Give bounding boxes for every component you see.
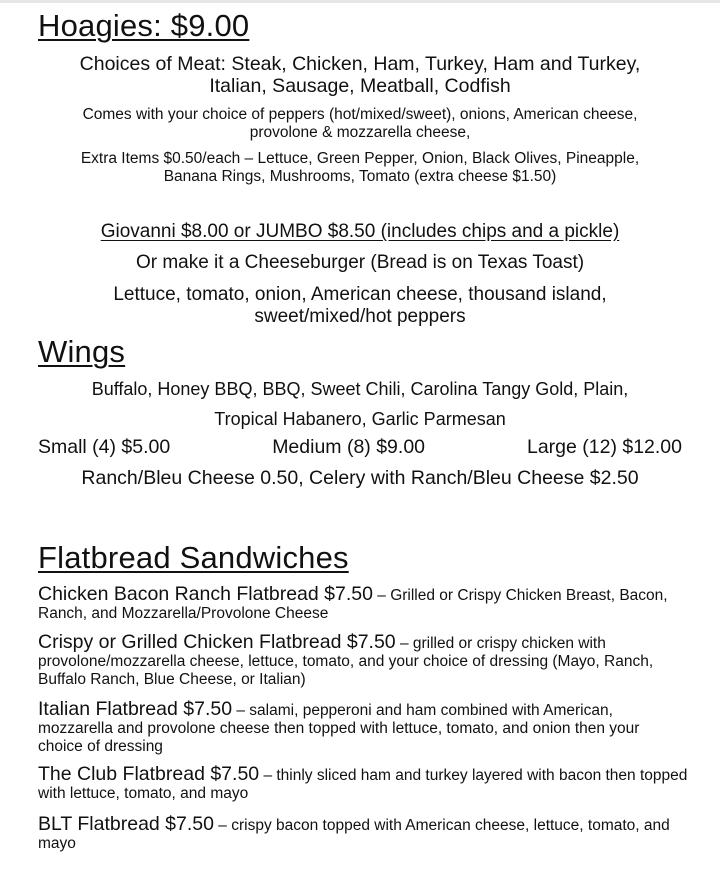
hoagies-meats-line2: Italian, Sausage, Meatball, Codfish xyxy=(209,75,511,97)
flatbread-item: BLT Flatbread $7.50 – crispy bacon topped with American cheese, lettuce, tomato, and mayo xyxy=(38,813,670,852)
wings-large: Large (12) $12.00 xyxy=(526,436,682,458)
toppings-line1: Lettuce, tomato, onion, American cheese, thousand island, xyxy=(113,284,607,305)
flatbread-item-title: Chicken Bacon Ranch Flatbread $7.50 xyxy=(38,583,373,605)
flatbread-item-desc: crispy bacon topped with American cheese, lettuce, tomato, and mayo xyxy=(38,817,670,852)
flatbread-item: Italian Flatbread $7.50 – salami, pepperoni and ham combined with American, mozzarella and provolone cheese then topped with lettuce, tomato, and onion then your choice of dressing xyxy=(38,698,640,755)
flatbread-item: Chicken Bacon Ranch Flatbread $7.50 – Grilled or Crispy Chicken Breast, Bacon, Ranch, and Mozzarella/Provolone Cheese xyxy=(38,583,668,622)
hoagies-meats-line1: Choices of Meat: Steak, Chicken, Ham, Turkey, Ham and Turkey, xyxy=(79,53,641,75)
wings-flavors-line2: Tropical Habanero, Garlic Parmesan xyxy=(214,409,506,429)
wings-medium: Medium (8) $9.00 xyxy=(272,436,426,458)
hoagies-heading: Hoagies: $9.00 xyxy=(38,8,250,43)
flatbread-item: The Club Flatbread $7.50 – thinly sliced ham and turkey layered with bacon then topped with lettuce, tomato, and mayo xyxy=(38,763,688,802)
giovanni-line: Giovanni $8.00 or JUMBO $8.50 (includes chips and a pickle) xyxy=(100,221,620,242)
hoagies-extras-line2: Banana Rings, Mushrooms, Tomato (extra cheese $1.50) xyxy=(163,168,557,185)
flatbread-item-desc: Grilled or Crispy Chicken Breast, Bacon, Ranch, and Mozzarella/Provolone Cheese xyxy=(38,587,668,622)
flatbread-item-desc: thinly sliced ham and turkey layered with bacon then topped with lettuce, tomato, and mayo xyxy=(38,767,688,802)
wings-extras: Ranch/Bleu Cheese 0.50, Celery with Ranch/Bleu Cheese $2.50 xyxy=(81,467,639,489)
flatbread-item-title: Italian Flatbread $7.50 xyxy=(38,698,233,720)
wings-heading: Wings xyxy=(38,334,126,369)
toppings-line2: sweet/mixed/hot peppers xyxy=(254,306,466,327)
flatbread-item-title: Crispy or Grilled Chicken Flatbread $7.50 xyxy=(38,631,396,653)
flatbread-item-title: BLT Flatbread $7.50 xyxy=(38,813,214,835)
flatbread-item: Crispy or Grilled Chicken Flatbread $7.50 – grilled or crispy chicken with provolone/mozzarella cheese, lettuce, tomato, and your choice of dressing (Mayo, Ranch, Buffalo Ranch, Blue Cheese, or Italian) xyxy=(38,631,654,688)
flatbread-item-desc: salami, pepperoni and ham combined with American, mozzarella and provolone cheese then topped with lettuce, tomato, and onion then your choice of dressing xyxy=(38,702,640,755)
hoagies-extras-line1: Extra Items $0.50/each – Lettuce, Green Pepper, Onion, Black Olives, Pineapple, xyxy=(80,150,640,167)
wings-small: Small (4) $5.00 xyxy=(38,436,171,458)
wings-sizes xyxy=(38,436,682,459)
flatbread-heading: Flatbread Sandwiches xyxy=(38,540,349,575)
wings-flavors-line1: Buffalo, Honey BBQ, BBQ, Sweet Chili, Carolina Tangy Gold, Plain, xyxy=(91,379,629,399)
flatbread-item-desc: grilled or crispy chicken with provolone/mozzarella cheese, lettuce, tomato, and your choice of dressing (Mayo, Ranch, Buffalo Ranch, Blue Cheese, or Italian) xyxy=(38,635,654,688)
flatbread-item-title: The Club Flatbread $7.50 xyxy=(38,763,260,785)
hoagies-comes-line2: provolone & mozzarella cheese, xyxy=(249,124,471,141)
top-border xyxy=(0,0,720,3)
cheeseburger-line: Or make it a Cheeseburger (Bread is on Texas Toast) xyxy=(135,252,585,273)
hoagies-comes-line1: Comes with your choice of peppers (hot/mixed/sweet), onions, American cheese, xyxy=(82,106,638,123)
